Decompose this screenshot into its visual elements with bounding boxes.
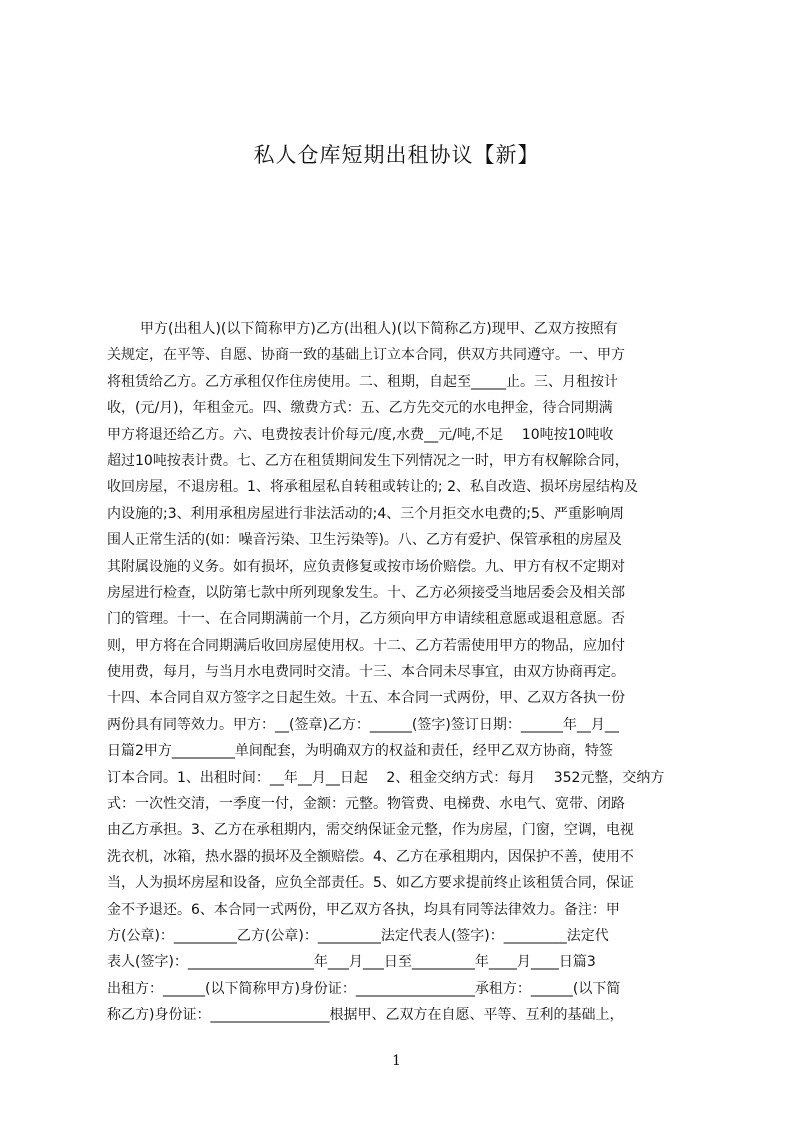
body-line: 表人(签字)：__________________年___月___日至_________年____月____日篇3 xyxy=(107,954,596,971)
body-line: 日篇2甲方_________单间配套，为明确双方的权益和责任，经甲乙双方协商，特签 xyxy=(107,743,613,760)
body-line: 房屋进行检查，以防第七款中所列现象发生。十、乙方必须接受当地居委会及相关部 xyxy=(107,584,625,601)
body-line: 当，人为损坏房屋和设备，应负全部责任。5、如乙方要求提前终止该租赁合同，保证 xyxy=(107,875,634,892)
body-line: 甲方将退还给乙方。六、电费按表计价每元/度,水费__元/吨,不足 10吨按10吨收 xyxy=(107,426,614,443)
body-line: 超过10吨按表计费。七、乙方在租赁期间发生下列情况之一时，甲方有权解除合同， xyxy=(107,452,629,469)
body-line: 门的管理。十一、在合同期满前一个月，乙方须向甲方申请续租意愿或退租意愿。否 xyxy=(107,611,625,628)
body-line: 出租方：______(以下简称甲方)身份证：_________________承租方：______(以下简 xyxy=(107,980,621,997)
body-line: 金不予退还。6、本合同一式两份，甲乙双方各执，均具有同等法律效力。备注：甲 xyxy=(107,901,620,918)
body-line: 则，甲方将在合同期满后收回房屋使用权。十二、乙方若需使用甲方的物品，应加付 xyxy=(107,637,625,654)
body-line: 围人正常生活的(如：噪音污染、卫生污染等)。八、乙方有爱护、保管承租的房屋及 xyxy=(107,532,622,549)
body-line: 内设施的;3、利用承租房屋进行非法活动的;4、三个月拒交水电费的;5、严重影响周 xyxy=(107,505,624,522)
body-line: 收回房屋，不退房租。1、将承租屋私自转租或转让的; 2、私自改造、损坏房屋结构及 xyxy=(107,479,638,496)
body-line: 式：一次性交清，一季度一付，金额：元整。物管费、电梯费、水电气、宽带、闭路 xyxy=(107,796,625,813)
document-body xyxy=(107,316,699,1029)
body-line: 两份具有同等效力。甲方：__(签章)乙方：______(签字)签订日期：______年__月__ xyxy=(107,716,619,733)
body-line: 使用费，每月，与当月水电费同时交清。十三、本合同未尽事宜，由双方协商再定。 xyxy=(107,664,625,681)
body-line: 关规定，在平等、自愿、协商一致的基础上订立本合同，供双方共同遵守。一、甲方 xyxy=(107,347,625,364)
body-line: 十四、本合同自双方签字之日起生效。十五、本合同一式两份，甲、乙双方各执一份 xyxy=(107,690,625,707)
body-line: 收，(元/月)，年租金元。四、缴费方式：五、乙方先交元的水电押金，待合同期满 xyxy=(107,400,613,417)
body-line: 甲方(出租人)(以下简称甲方)乙方(出租人)(以下简称乙方)现甲、乙双方按照有 xyxy=(140,321,618,337)
page-number: 1 xyxy=(392,1053,401,1069)
body-line: 称乙方)身份证：_________________根据甲、乙双方在自愿、平等、互利的基础上， xyxy=(107,1007,624,1024)
body-line: 订本合同。1、出租时间：__年__月__日起 2、租金交纳方式：每月 352元整，交纳方 xyxy=(107,769,665,786)
body-line: 其附属设施的义务。如有损坏，应负责修复或按市场价赔偿。九、甲方有权不定期对 xyxy=(107,558,625,575)
body-line: 方(公章)：_________乙方(公章)：_________法定代表人(签字)：_________法定代 xyxy=(107,927,609,944)
body-line: 洗衣机，冰箱，热水器的损坏及全额赔偿。4、乙方在承租期内，因保护不善，使用不 xyxy=(107,848,634,865)
body-line: 由乙方承担。3、乙方在承租期内，需交纳保证金元整，作为房屋，门窗，空调，电视 xyxy=(107,822,634,839)
document-title: 私人仓库短期出租协议【新】 xyxy=(253,143,540,167)
body-line: 将租赁给乙方。乙方承租仅作住房使用。二、租期，自起至_____止。三、月租按计 xyxy=(107,373,618,390)
